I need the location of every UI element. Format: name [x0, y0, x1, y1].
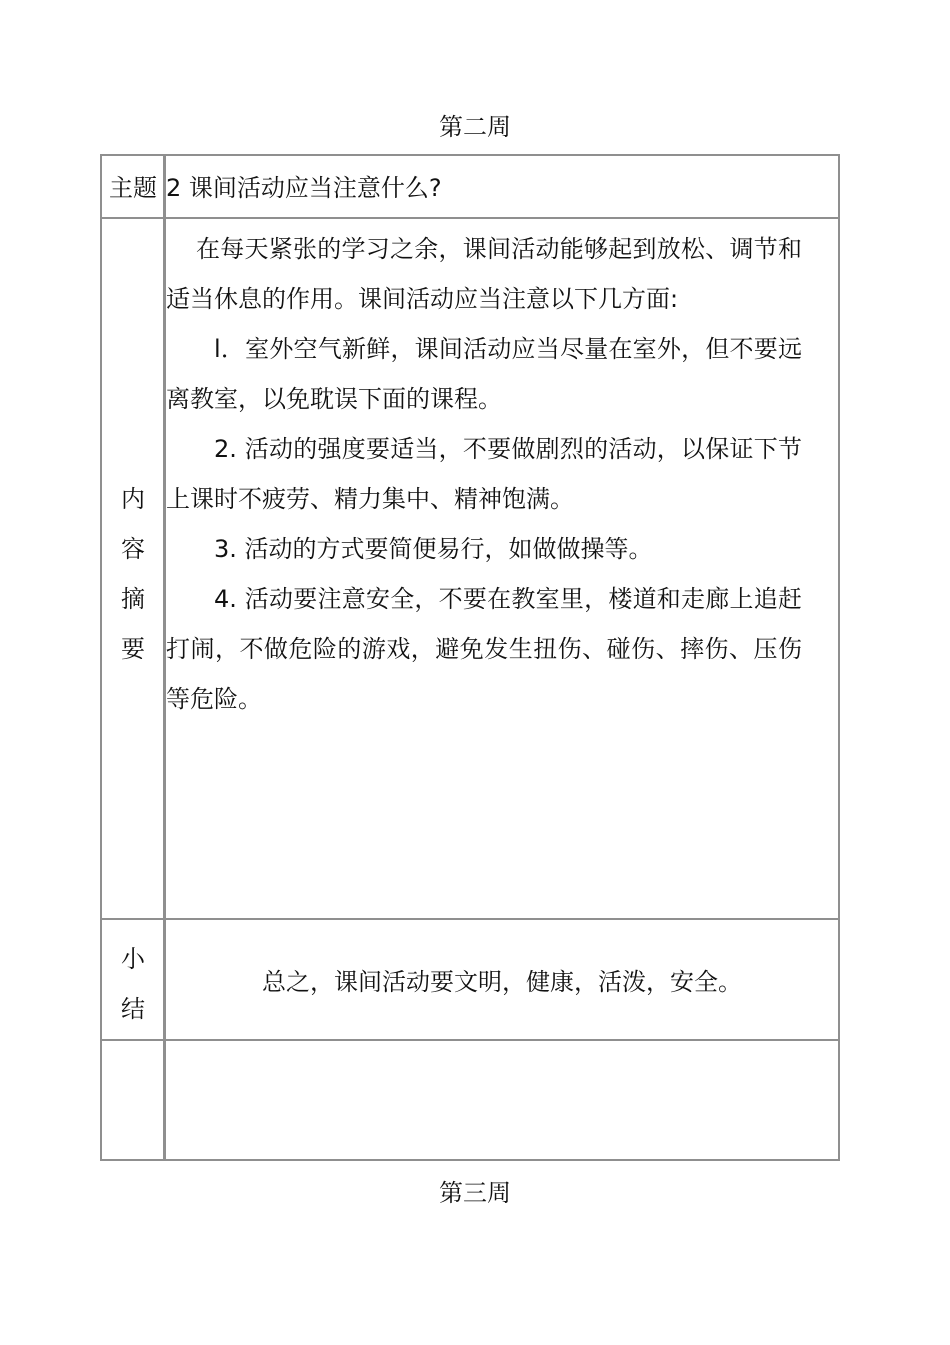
topic-value: 2 课间活动应当注意什么? [166, 174, 442, 202]
content-paragraph: 4. 活动要注意安全，不要在教室里，楼道和走廊上追赶打闹，不做危险的游戏，避免发生扭伤、碰伤、摔伤、压伤等危险。 [166, 585, 802, 713]
summary-label: 小 结 [121, 945, 145, 1023]
content-paragraph: 3. 活动的方式要简便易行，如做做操等。 [214, 535, 653, 563]
empty-value-cell [166, 1041, 838, 1159]
week-heading-current: 第二周 [439, 113, 511, 141]
content-paragraph: 在每天紧张的学习之余，课间活动能够起到放松、调节和适当休息的作用。课间活动应当注意以下几方面: [166, 235, 802, 313]
week-heading-next: 第三周 [439, 1179, 511, 1207]
topic-label: 主题 [109, 174, 157, 202]
lesson-record-table [100, 154, 840, 1161]
summary-text: 总之，课间活动要文明，健康，活泼，安全。 [262, 968, 742, 996]
content-paragraph: l．室外空气新鲜，课间活动应当尽量在室外，但不要远离教室，以免耽误下面的课程。 [166, 335, 802, 413]
content-body [166, 224, 802, 724]
content-paragraph: 2. 活动的强度要适当，不要做剧烈的活动，以保证下节上课时不疲劳、精力集中、精神饱满。 [166, 435, 802, 513]
row-divider [102, 217, 838, 219]
content-label: 内 容 摘 要 [121, 485, 145, 663]
row-divider [102, 918, 838, 920]
empty-label-cell [102, 1041, 163, 1159]
